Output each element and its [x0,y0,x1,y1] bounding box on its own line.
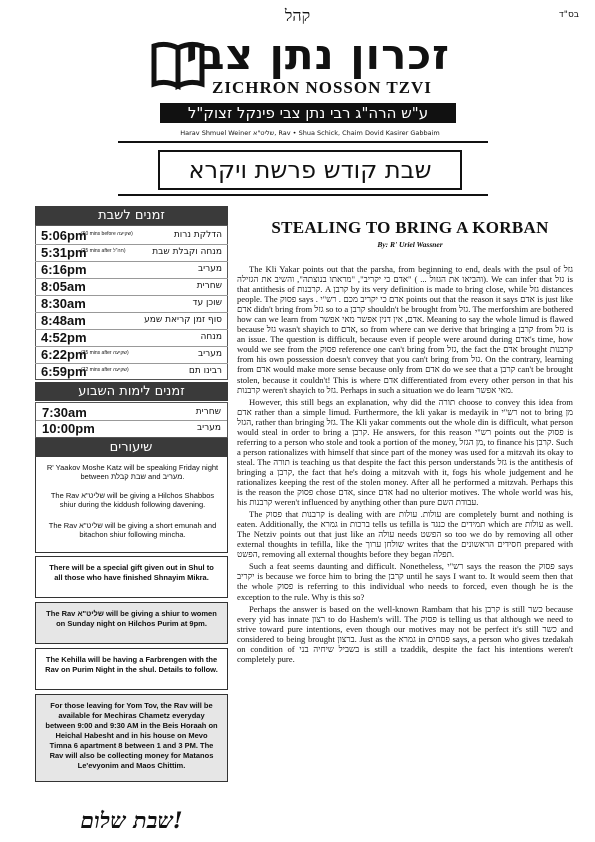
article-paragraph: However, this still begs an explanation, why did the תורה choose to convey this idea from אדם rather than a simple limud. Furthermore, the kli yakar is medayik in רש"י not to bring מן הגזל, rather than bringing גזל. The Kli yakar comments out the whole din is difficult, what person would steal in order to bring a קרבן. He answers, for this reason רש"י points out the פסוק is referring to a person who stole and took a portion of the money, מן הגזל, to finance his קרבן. Such a person rationalizes with himself that since part of the money was used for a mitzvah its okay to steal. The תורה is teaching us that despite the fact this person understands גזל is the antithesis of bringing a קרבן, the fact that he's doing a mitzvah with it, fogs his whole judgement and he rationalizes keeping the rest of the stolen money. After all he performed a mitzvah. Perhaps this is the reason the פסוק chose אדם, since אדם had no ulterior motives. The whole world was his, his קרבנות weren't influenced by anything other than pure עבודת השם. [237,396,573,508]
article-paragraph: Such a feat seems daunting and difficult. Nonetheless, רש"י says the reason the פסוק says יקריב is because we force him to bring the קרבן until he says I want to. It would seem then that the whole פסוק is referring to this individual who needs to forced, even though he is the exception to the rule. Why is this so? [237,561,573,602]
article-paragraph: The פסוק that קרבנות is dealing with are עולות. עולות are completely burnt and nothing is eaten. Additionally, the גמרא in ברכות tells us tefilla is כנגד the תמידים which are עולות as well. The Netziv points out that just like an עולה needs הפשט so too we do by removing all other external thoughts in tefilla, like the שולחן ערוך writes that the חסידים הראשונים prepared with הפשט, removing all external thoughts before they began תפלה. [237,509,573,560]
shiurim-header: שיעורים [35,438,228,457]
masthead-title-english: ZICHRON NOSSON TZVI [212,78,432,97]
article-paragraph: The Kli Yakar points out that the parsha, from beginning to end, deals with the psul of גזל (והביאו את הגזול ... ) "אדם כי יקריב", "מראתו בנוצתה", והשיב את הגזילה. We can infer that גזל is that antithesis of קרבנות. A קרבן by its very definition is made to bring close, while גזל distances people. The פסוק says . אדם כי יקריב מכם . רש"י points out that the reason it says אדם is just like אדם didn't bring from גזל so to a קרבן shouldn't be brought from גזל. The merforshim are bothered how can we learn from אדם, אין דנין אפשר מאי אפשר. Meaning to say the whole limud is flawed because גזל wasn't shayich to אדם, so from where can we derive that bringing a קרבן from גזל is an issue. The question is difficult, because even if people were around during אדם's time, how would we see from the פסוק reference one can't bring from גזל, the fact the אדם brought קרבנות from his own possession doesn't convey that you can't bring from גזל. On the contrary, learning from אדם would make more sense because only from אדם do we see that a קרבן can't be brought stolen, because it couldn't! This is where אדם differentiated from every other person in that his קרבנות weren't shayich to גזל. Perhaps in such a situation we do learn מאי אפשר. [237,264,573,395]
zmanim-row: 5:31pm (25 mins after חה"ל) מנחה וקבלת שבת [35,243,228,262]
weekday-row: 7:30am שחרית [35,402,228,421]
kahal-label: קהל [284,8,311,25]
weekday-zmanim-header: זמנים לימות השבוע [35,382,228,401]
shiurim-box [35,438,228,553]
good-shabbos-greeting: !שבת שלום [80,808,183,834]
article-byline: By: R' Uriel Wassner [377,240,443,249]
zmanim-row: 6:59pm (72 mins after שקיעה) רבינו תם [41,364,222,379]
masthead-title-hebrew: זכרון נתן צבי [185,30,450,79]
shiur-item: The Rav שליט"א will be giving a short emunah and bitachon shiur following mincha. [48,521,217,539]
article-title: STEALING TO BRING A KORBAN [271,218,549,237]
weekday-row: 10:00pm מעריב [35,419,228,438]
zmanim-header: זמנים לשבת [35,206,228,225]
divider [118,141,488,143]
notice-box: The Kehilla will be having a Farbrengen with the Rav on Purim Night in the shul. Details to follow. [35,648,228,690]
notice-box: For those leaving for Yom Tov, the Rav will be available for Mechiras Chametz everyday between 9:00 and 9:30 AM in the Beis Horaah on Heichal Habesht and in his house on Mevo Timna 6 apartment 8 between 1 and 3 PM. The Rav will also be collecting money for Matanos Le'evyonim and Maos Chittim. [35,694,228,782]
parsha-title: שבת קודש פרשת ויקרא [158,150,462,190]
zmanim-row: 8:05am שחרית [35,277,228,296]
zmanim-row: 6:16pm מעריב [35,260,228,279]
shiur-item: R' Yaakov Moshe Katz will be speaking Friday night between שבת קבלת and מעריב. [46,463,219,481]
shiur-item: The Rav שליט"א will be giving a Hilchos Shabbos shiur during the kiddush following davening. [50,491,215,509]
staff-line: Harav Shmuel Weiner שליט"א, Rav • Shua Schick, Chaim Dovid Kasirer Gabbaim [180,129,440,137]
article-body [237,264,573,834]
notice-box: The Rav שליט"א will be giving a shiur to women on Sunday night on Hilchos Purim at 9pm. [35,602,228,644]
divider [118,194,488,196]
dedication-banner: ע"ש הרה"ג רבי נתן צבי פינקל זצוק"ל [160,103,456,123]
zmanim-row: 8:48am סוף זמן קריאת שמע [35,311,228,330]
article-paragraph: Perhaps the answer is based on the well-known Rambam that his קרבן is still כשר because every yid has innate רצון to do Hashem's will. The פסוק is telling us that although we need to strive toward pure intentions, even though our motives may not be perfect it's still כשר and considered to being brought ברצון. Just as the גמרא in פסחים says, a person who gives tzedakah on condition of בשביל שיחיה בני is still a tzaddik, despite the fact his intentions weren't completely pure. [237,603,573,664]
notice-box: There will be a special gift given out in Shul to all those who have finished Shnayim Mikra. [35,556,228,598]
bsd-mark: בס"ד [558,10,579,20]
zmanim-row: 8:30am שוכן עד [35,294,228,313]
zmanim-row: 5:06pm (60 mins before שקיעה) הדלקת נרות [35,226,228,245]
zmanim-row: 4:52pm מנחה [35,328,228,347]
zmanim-row: 6:22pm (35 mins after שקיעה) מעריב [35,345,228,364]
